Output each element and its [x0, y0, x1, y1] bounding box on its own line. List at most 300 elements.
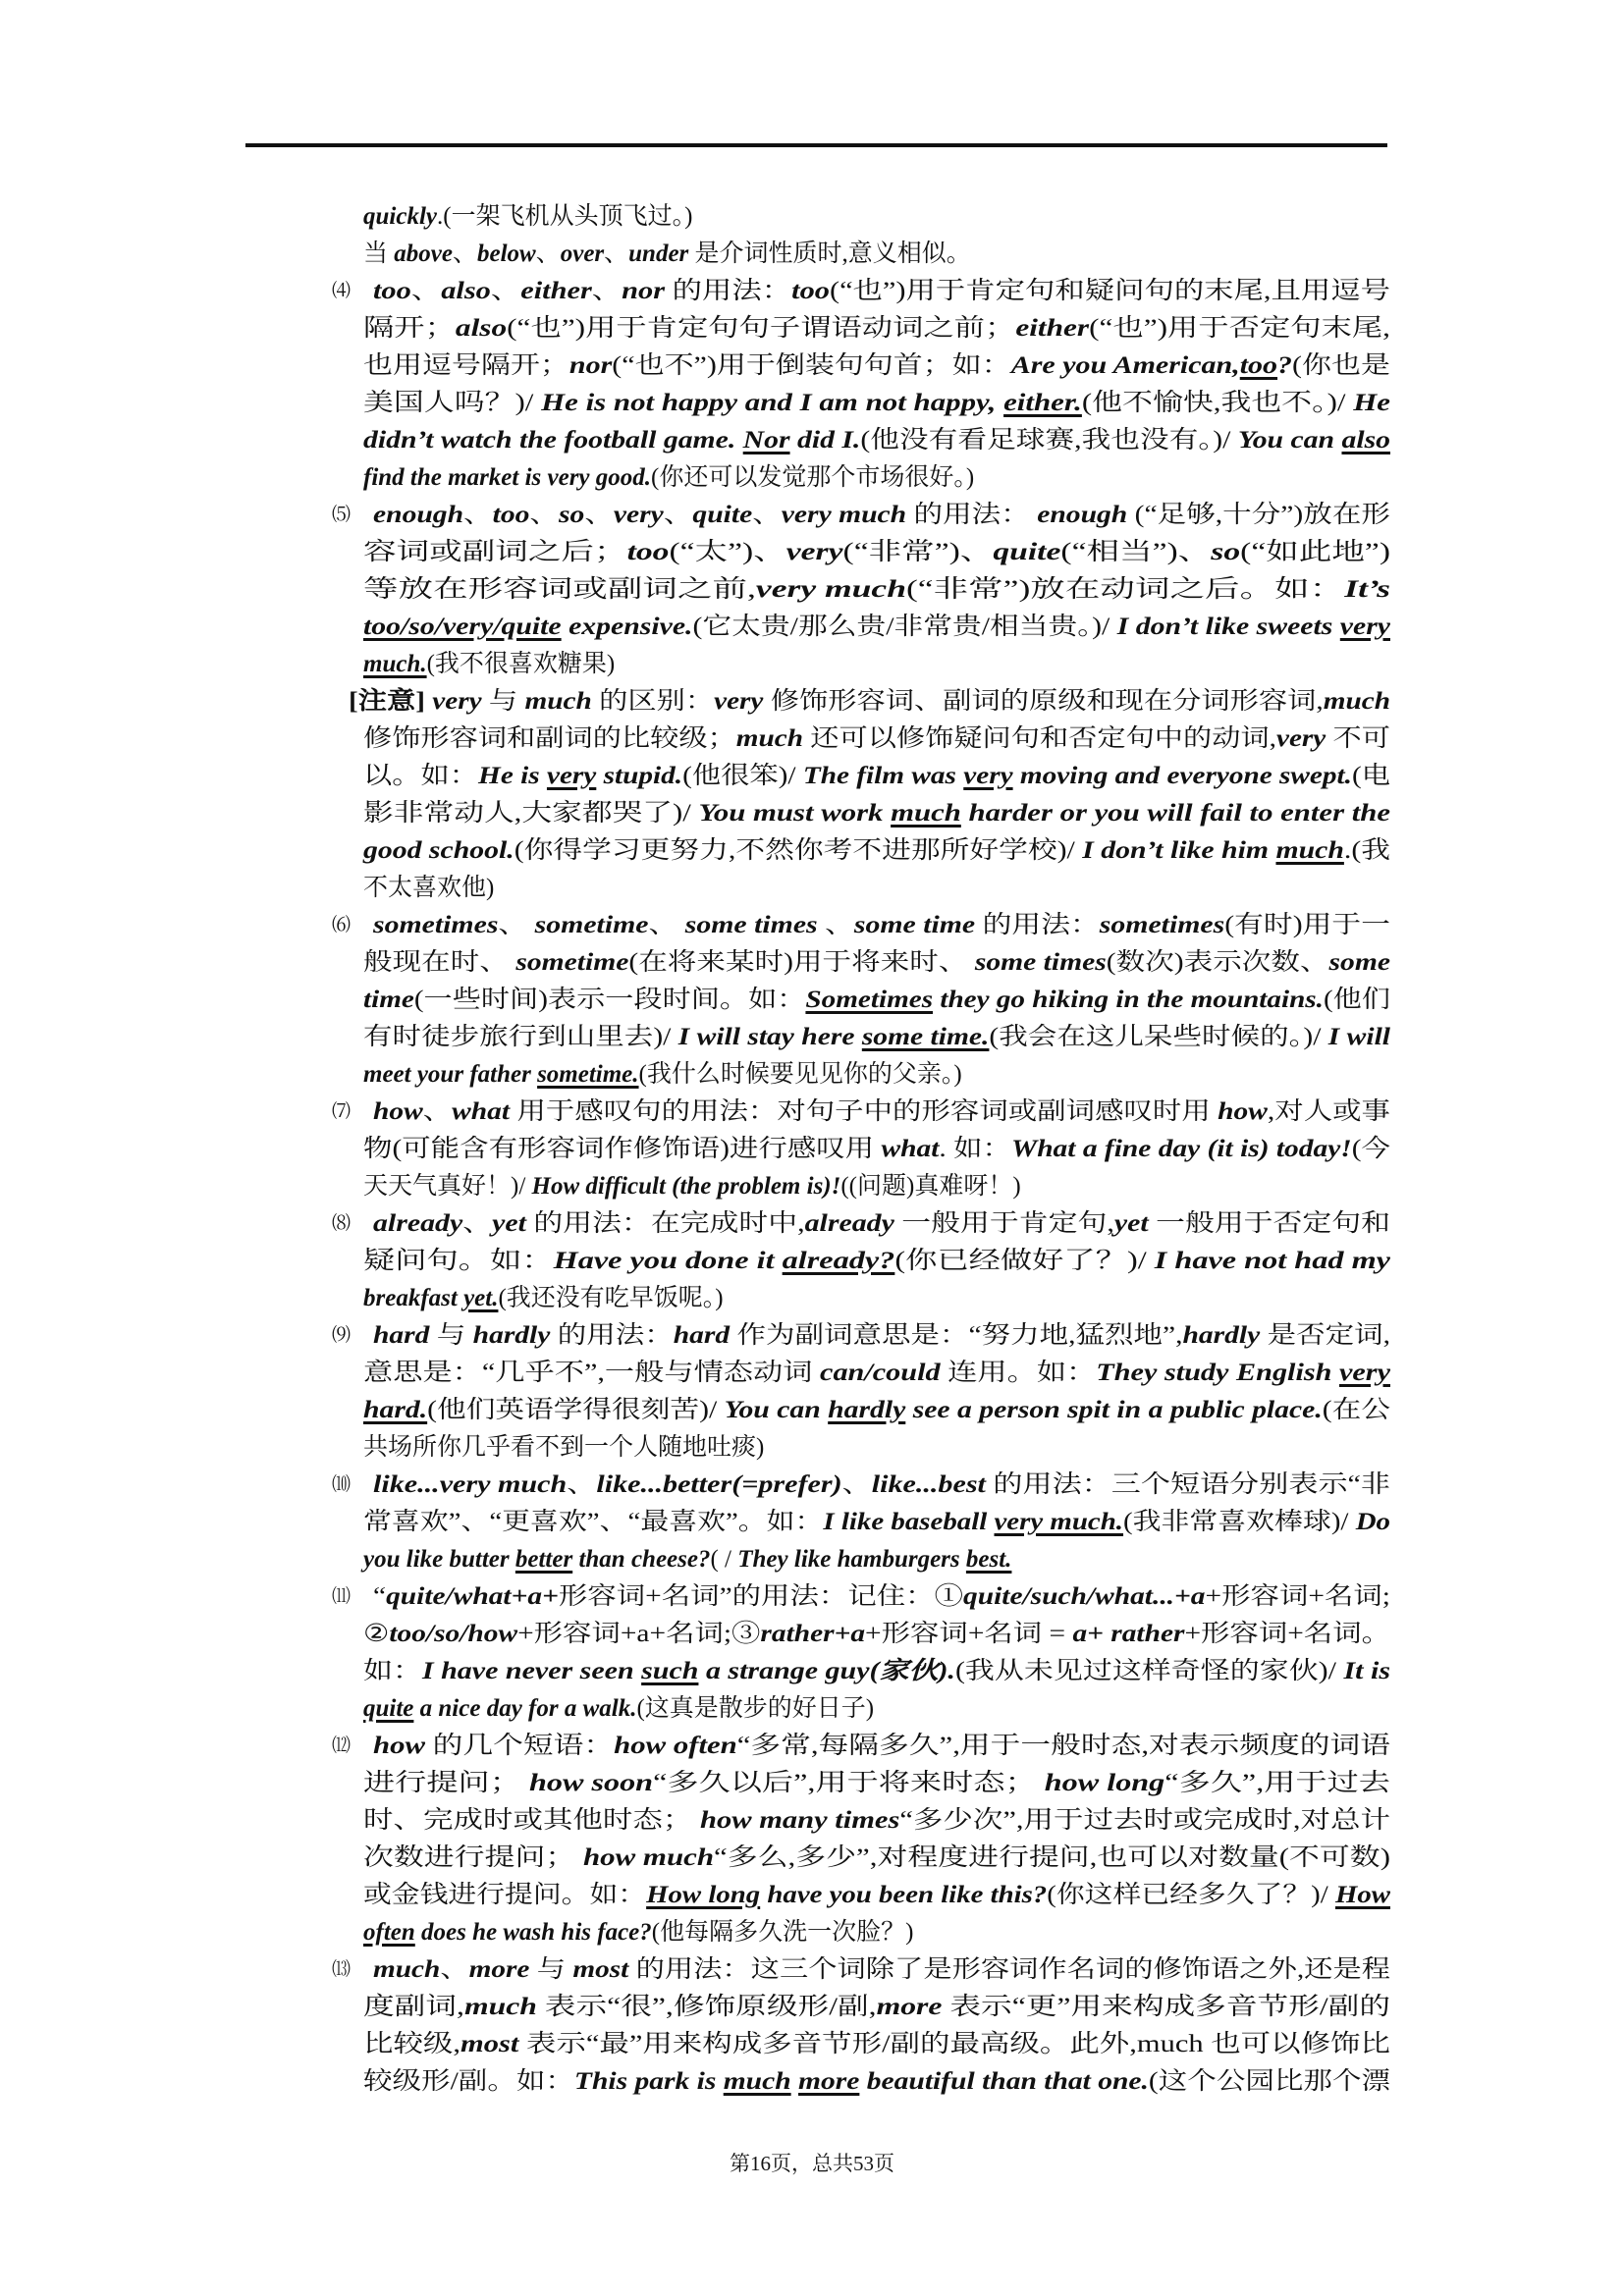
text-segment: 、 — [663, 502, 693, 528]
text-line — [363, 1840, 1390, 1877]
underlined-answer: better — [514, 1546, 573, 1573]
english-term: some times — [684, 912, 818, 938]
english-term: The film was — [802, 763, 964, 789]
english-term: I have never seen — [421, 1658, 642, 1684]
text-segment: . 如： — [939, 1136, 1012, 1162]
text-segment: [注意] — [349, 688, 425, 715]
text-segment: “多么,多少”,对程度进行提问,也可以对数量(不可数) — [714, 1844, 1390, 1871]
text-segment: 、 — [817, 912, 854, 938]
text-segment: 连用。如： — [940, 1360, 1097, 1386]
underlined-answer: yet. — [463, 1285, 499, 1311]
text-segment: 与 — [429, 1322, 473, 1349]
text-segment: 、 — [410, 278, 442, 304]
text-segment: 形容词+名词”的用法：记住：① — [558, 1583, 964, 1610]
text-segment: 与 — [481, 688, 525, 715]
text-line — [363, 1056, 1390, 1094]
text-segment: 的用法：三个短语分别表示“非 — [985, 1471, 1390, 1498]
item-number: ⑽ — [332, 1474, 352, 1495]
text-segment: 表示“更”用来构成多音节形/副的 — [942, 1994, 1390, 2020]
english-term: hard — [673, 1322, 731, 1349]
english-term: most — [572, 1956, 629, 1983]
text-segment: 一般用于否定句和 — [1148, 1210, 1390, 1237]
english-term: quickly — [363, 203, 437, 230]
english-term: You can — [1237, 427, 1342, 454]
text-segment: (“足够,十分”)放在形 — [1127, 502, 1390, 528]
text-line — [363, 1914, 1390, 1951]
english-term: too — [492, 502, 530, 528]
english-term: they go hiking in the mountains. — [933, 987, 1324, 1013]
item-number: ⑺ — [332, 1101, 352, 1122]
english-term: very — [785, 539, 843, 565]
text-line — [363, 236, 1390, 273]
english-term: hardly — [1182, 1322, 1261, 1349]
text-segment: (一些时间)表示一段时间。如： — [413, 987, 806, 1013]
english-term: Are you American, — [1010, 352, 1240, 379]
text-segment: 、 — [567, 1471, 597, 1498]
english-term: how — [373, 1733, 425, 1759]
english-term: already — [804, 1210, 894, 1237]
english-term: beautiful than that one. — [859, 2068, 1149, 2095]
english-term: like...very much — [373, 1471, 568, 1498]
text-segment: 、 — [452, 240, 477, 267]
item-number: ⑹ — [332, 915, 352, 935]
text-segment: 、 — [440, 1956, 469, 1983]
item-number: ⑻ — [332, 1213, 352, 1234]
text-line — [373, 1317, 1390, 1355]
english-term: sometimes — [373, 912, 499, 938]
text-segment: (“也不”)用于倒装句句首；如： — [612, 352, 1011, 379]
text-line — [363, 1131, 1390, 1168]
english-term: much — [463, 1994, 537, 2020]
text-line — [363, 721, 1390, 758]
text-line — [373, 907, 1390, 944]
text-line — [363, 571, 1390, 609]
english-term: what — [452, 1098, 511, 1125]
english-term: can/could — [820, 1360, 941, 1386]
text-segment: 进行提问； — [363, 1770, 529, 1796]
english-term: very — [1275, 725, 1326, 752]
text-segment: 、 — [648, 912, 685, 938]
text-segment: 的区别： — [591, 688, 715, 715]
text-line — [373, 1467, 1390, 1504]
text-line — [363, 795, 1390, 832]
english-term: how much — [582, 1844, 715, 1871]
text-line — [363, 1616, 1390, 1653]
english-term: quite/what+a+ — [386, 1583, 559, 1610]
text-line — [363, 870, 1390, 907]
underlined-answer: very — [1339, 614, 1390, 640]
text-segment: 的用法： — [665, 278, 792, 304]
english-term: above — [394, 240, 453, 267]
text-segment: 较级形/副。如： — [363, 2068, 574, 2095]
text-segment: (它太贵/那么贵/非常贵/相当贵。)/ — [692, 614, 1117, 640]
english-term: He is — [478, 763, 547, 789]
text-line — [373, 1728, 1390, 1765]
english-term: most — [460, 2031, 519, 2057]
english-term: ? — [1277, 352, 1293, 379]
english-term: find the market is very good. — [363, 464, 652, 491]
underlined-answer: sometime. — [537, 1061, 639, 1088]
english-term: You can — [724, 1397, 829, 1423]
english-term: more — [876, 1994, 943, 2020]
text-segment: (我什么时候要见见你的父亲。) — [638, 1061, 962, 1088]
text-line — [373, 1205, 1390, 1243]
underlined-answer: How long — [646, 1882, 761, 1908]
english-term: expensive. — [561, 614, 693, 640]
text-segment: 影非常动人,大家都哭了)/ — [363, 800, 699, 827]
english-term: enough — [373, 502, 464, 528]
text-line — [363, 1392, 1390, 1429]
header-rule — [245, 143, 1387, 147]
text-line — [373, 1951, 1390, 1989]
english-term: below — [476, 240, 536, 267]
text-segment: 表示“很”,修饰原级形/副, — [536, 1994, 877, 2020]
text-segment: 、 — [604, 240, 629, 267]
text-segment: +形容词+a+名词;③ — [517, 1621, 761, 1647]
english-term: like...better(=prefer) — [596, 1471, 842, 1498]
text-line — [363, 1653, 1390, 1690]
english-term: how — [373, 1098, 423, 1125]
english-term: sometime — [515, 949, 629, 976]
text-segment: 不可 — [1326, 725, 1390, 752]
english-term: some times — [974, 949, 1107, 976]
underlined-answer: already? — [782, 1248, 895, 1274]
english-term: much — [735, 725, 803, 752]
text-segment: “多常,每隔多久”,用于一般时态,对表示频度的词语 — [736, 1733, 1390, 1759]
text-segment: 当 — [363, 240, 395, 267]
english-term: already — [373, 1210, 463, 1237]
text-segment: 共场所你几乎看不到一个人随地吐痰) — [363, 1434, 765, 1461]
item-number: ⑼ — [332, 1325, 352, 1346]
underlined-answer: hardly — [828, 1397, 906, 1423]
english-term: stupid. — [596, 763, 683, 789]
text-segment: .(一架飞机从头顶飞过。) — [437, 203, 693, 230]
text-segment: (这个公园比那个漂 — [1148, 2068, 1390, 2095]
text-line — [363, 982, 1390, 1019]
text-segment: 的用法： — [975, 912, 1100, 938]
text-segment: (在公 — [1322, 1397, 1390, 1423]
underlined-answer: much — [891, 800, 961, 827]
english-term: too/so/how — [389, 1621, 518, 1647]
english-term: much — [524, 688, 592, 715]
english-term: does he wash his face? — [414, 1919, 652, 1946]
text-segment: 常喜欢”、“更喜欢”、“最喜欢”。如： — [363, 1509, 824, 1535]
english-term: You must work — [698, 800, 892, 827]
text-segment: “多久”,用于过去 — [1164, 1770, 1390, 1796]
english-term: see a person spit in a public place. — [905, 1397, 1323, 1423]
text-line — [363, 758, 1390, 795]
english-term: didn’t watch the football game. — [363, 427, 743, 454]
english-term: enough — [1037, 502, 1128, 528]
underlined-answer: much — [723, 2068, 791, 2095]
item-number: ⒀ — [332, 1959, 352, 1980]
english-term: much — [373, 1956, 441, 1983]
underlined-answer: Nor — [742, 427, 790, 454]
text-line — [363, 944, 1390, 982]
item-number: ⑾ — [332, 1586, 352, 1607]
text-line — [363, 1541, 1390, 1578]
text-segment: 、 — [463, 502, 493, 528]
english-term: too — [791, 278, 830, 304]
text-segment: 一般用于肯定句, — [893, 1210, 1114, 1237]
text-segment: 用于感叹句的用法：对句子中的形容词或副词感叹时用 — [510, 1098, 1218, 1125]
english-term: yet — [492, 1210, 526, 1237]
english-term: breakfast — [363, 1285, 464, 1311]
english-term: Do — [1355, 1509, 1390, 1535]
text-line — [363, 1802, 1390, 1840]
english-term: I have not had my — [1154, 1248, 1390, 1274]
underlined-answer: best. — [965, 1546, 1012, 1573]
english-term: I don’t like sweets — [1116, 614, 1340, 640]
text-segment: 、 — [462, 1210, 493, 1237]
english-term: good school. — [363, 837, 514, 864]
english-term: nor — [622, 278, 666, 304]
text-line — [363, 1168, 1390, 1205]
text-segment: .(我 — [1343, 837, 1390, 864]
text-line — [363, 1243, 1390, 1280]
text-line — [363, 385, 1390, 422]
english-term: I will — [1327, 1024, 1390, 1050]
text-segment: (他们英语学得很刻苦)/ — [427, 1397, 725, 1423]
text-line — [363, 1280, 1390, 1317]
text-segment: (他很笨)/ — [682, 763, 803, 789]
text-line — [363, 1989, 1390, 2026]
english-term: He is not happy and I am not happy, — [541, 390, 1004, 416]
english-term: Have you done it — [553, 1248, 783, 1274]
text-segment: 不太喜欢他) — [363, 875, 495, 901]
text-line — [363, 1019, 1390, 1056]
english-term: also — [455, 315, 508, 342]
text-segment: “多少次”,用于过去时或完成时,对总计 — [899, 1807, 1390, 1834]
underlined-answer: such — [641, 1658, 699, 1684]
english-term: rather+a — [760, 1621, 866, 1647]
text-segment: 、 — [498, 912, 535, 938]
text-segment: (在将来某时)用于将来时、 — [628, 949, 975, 976]
underlined-answer: very — [546, 763, 597, 789]
english-term: very — [613, 502, 664, 528]
text-segment: 物(可能含有形容词作修饰语)进行感叹用 — [363, 1136, 882, 1162]
text-segment: 的用法： — [906, 502, 1038, 528]
text-segment: (你得学习更努力,不然你考不进那所好学校)/ — [514, 837, 1083, 864]
underlined-answer: quite — [363, 1695, 414, 1722]
text-segment: 时、完成时或其他时态； — [363, 1807, 701, 1834]
text-segment: (这真是散步的好日子) — [636, 1695, 875, 1722]
text-segment: “多久以后”,用于将来时态； — [653, 1770, 1045, 1796]
item-number: ⑷ — [332, 281, 352, 301]
english-term: much — [1323, 688, 1390, 715]
english-term: nor — [568, 352, 613, 379]
text-line — [363, 1504, 1390, 1541]
english-term: harder or you will fail to enter the — [960, 800, 1390, 827]
text-line — [363, 1877, 1390, 1914]
text-segment: 的用法：这三个词除了是形容词作名词的修饰语之外,还是程 — [628, 1956, 1390, 1983]
text-line — [363, 1429, 1390, 1467]
text-segment: 、 — [422, 1098, 453, 1125]
text-segment: +形容词+名词; — [1205, 1583, 1390, 1610]
text-line — [363, 1765, 1390, 1802]
page-footer: 第16页，总共53页 — [730, 2152, 894, 2175]
text-segment: (我从未见过这样奇怪的家伙)/ — [954, 1658, 1344, 1684]
underlined-answer: too — [1239, 352, 1278, 379]
text-line — [373, 1578, 1390, 1616]
text-segment: 等放在形容词或副词之前, — [363, 576, 756, 603]
text-line — [363, 534, 1390, 571]
underlined-answer: much. — [363, 651, 427, 677]
text-segment: (“如此地”) — [1240, 539, 1390, 565]
text-segment: (“非常”)、 — [842, 539, 994, 565]
text-segment: 、 — [591, 278, 623, 304]
text-segment: 修饰形容词和副词的比较级； — [363, 725, 736, 752]
text-segment: (我不很喜欢糖果) — [426, 651, 616, 677]
english-term: What a fine day (it is) today! — [1011, 1136, 1352, 1162]
english-term: They study English — [1096, 1360, 1339, 1386]
text-segment: 或金钱进行提问。如： — [363, 1882, 647, 1908]
english-term: a strange guy(家伙). — [698, 1658, 955, 1684]
text-line — [363, 422, 1390, 459]
text-segment: ,对人或事 — [1267, 1098, 1390, 1125]
text-segment: 的用法：在完成时中, — [525, 1210, 805, 1237]
english-term: time — [363, 987, 414, 1013]
text-segment: (“也”)用于肯定句句子谓语动词之前； — [507, 315, 1016, 342]
text-segment: (我非常喜欢棒球)/ — [1123, 1509, 1356, 1535]
text-segment: 的用法： — [550, 1322, 674, 1349]
text-segment: (你还可以发觉那个市场很好。) — [651, 464, 975, 491]
english-term: too — [626, 539, 670, 565]
underlined-answer: very — [1338, 1360, 1390, 1386]
text-segment: ( / — [710, 1546, 738, 1573]
text-segment: 还可以修饰疑问句和否定句中的动词, — [802, 725, 1276, 752]
text-segment: (他没有看足球赛,我也没有。)/ — [860, 427, 1238, 454]
text-segment: 表示“最”用来构成多音节形/副的最高级。此外,much 也可以修饰比 — [518, 2031, 1390, 2057]
text-line — [363, 310, 1390, 347]
text-segment: 、 — [535, 240, 561, 267]
english-term: also — [441, 278, 491, 304]
text-segment: 美国人吗？)/ — [363, 390, 542, 416]
english-term: some time — [853, 912, 976, 938]
text-line — [363, 646, 1390, 683]
text-segment: (他们 — [1323, 987, 1390, 1013]
english-term: some — [1328, 949, 1390, 976]
text-segment: 修饰形容词、副词的原级和现在分词形容词, — [763, 688, 1324, 715]
text-segment: (有时)用于一 — [1224, 912, 1390, 938]
text-segment: 、 — [752, 502, 782, 528]
text-segment: 次数进行提问； — [363, 1844, 583, 1871]
english-term: either — [1015, 315, 1090, 342]
text-segment: (你也是 — [1292, 352, 1390, 379]
text-line — [363, 1690, 1390, 1728]
english-term — [791, 2068, 798, 2095]
item-number: ⑸ — [332, 505, 352, 525]
english-term: so — [1211, 539, 1241, 565]
text-line — [363, 2063, 1390, 2101]
english-term: How difficult (the problem is)! — [531, 1173, 841, 1200]
text-segment: +形容词+名词。 — [1184, 1621, 1390, 1647]
note-line — [349, 683, 1390, 721]
english-term: very much — [781, 502, 907, 528]
text-segment: (你已经做好了？)/ — [894, 1248, 1155, 1274]
english-term: than cheese? — [572, 1546, 711, 1573]
text-segment: (电 — [1351, 763, 1390, 789]
english-term: They like hamburgers — [737, 1546, 966, 1573]
english-term: I will stay here — [677, 1024, 862, 1050]
underlined-answer: much — [1275, 837, 1344, 864]
english-term: too — [373, 278, 411, 304]
text-segment: (“太”)、 — [669, 539, 786, 565]
underlined-answer: also — [1341, 427, 1390, 454]
text-segment: (你这样已经多久了？)/ — [1047, 1882, 1335, 1908]
text-segment: (我会在这儿呆些时候的。)/ — [989, 1024, 1328, 1050]
text-segment: 与 — [529, 1956, 573, 1983]
underlined-answer: Sometimes — [805, 987, 934, 1013]
english-term: I like baseball — [823, 1509, 995, 1535]
english-term: so — [559, 502, 585, 528]
text-segment: 、 — [529, 502, 560, 528]
text-segment — [425, 688, 432, 715]
text-segment: (他不愉快,我也不。)/ — [1081, 390, 1354, 416]
english-term: either — [520, 278, 592, 304]
text-line — [363, 198, 1390, 236]
text-segment: 、 — [490, 278, 521, 304]
english-term: very — [432, 688, 482, 715]
english-term: moving and everyone swept. — [1012, 763, 1352, 789]
text-segment: ② — [363, 1621, 390, 1647]
underlined-answer: more — [798, 2068, 860, 2095]
text-segment: (“非常”)放在动词之后。如： — [905, 576, 1345, 603]
text-segment: (我还没有吃早饭呢。) — [498, 1285, 724, 1311]
text-segment: (他每隔多久洗一次脸？) — [651, 1919, 914, 1946]
english-term: yet — [1113, 1210, 1149, 1237]
english-term: This park is — [573, 2068, 724, 2095]
text-line — [373, 497, 1390, 534]
underlined-answer: How — [1334, 1882, 1390, 1908]
english-term: under — [628, 240, 689, 267]
english-term: what — [881, 1136, 940, 1162]
english-term: quite — [993, 539, 1061, 565]
text-line — [363, 459, 1390, 497]
text-segment: (今 — [1351, 1136, 1390, 1162]
english-term: more — [468, 1956, 530, 1983]
underlined-answer: some time. — [861, 1024, 990, 1050]
english-term: how many times — [700, 1807, 900, 1834]
english-term: like...best — [871, 1471, 986, 1498]
text-segment: 、 — [841, 1471, 872, 1498]
text-segment: 天天气真好！)/ — [363, 1173, 532, 1200]
text-segment: 的几个短语： — [424, 1733, 615, 1759]
text-line — [363, 832, 1390, 870]
text-segment: 是介词性质时,意义相似。 — [688, 240, 971, 267]
text-segment: (“相当”)、 — [1060, 539, 1212, 565]
text-segment: 隔开； — [363, 315, 456, 342]
english-term: very — [714, 688, 764, 715]
english-term: quite/such/what...+a — [963, 1583, 1206, 1610]
text-line — [363, 1355, 1390, 1392]
text-segment: (“也”)用于肯定句和疑问句的末尾,且用逗号 — [829, 278, 1390, 304]
text-segment: 度副词, — [363, 1994, 464, 2020]
english-term: quite — [692, 502, 753, 528]
text-segment: 以。如： — [363, 763, 479, 789]
english-term: sometimes — [1099, 912, 1225, 938]
english-term: hard — [373, 1322, 430, 1349]
text-line — [363, 2026, 1390, 2063]
english-term: how often — [614, 1733, 737, 1759]
english-term: you like butter — [363, 1546, 515, 1573]
underlined-answer: hard. — [363, 1397, 428, 1423]
text-segment: 意思是：“几乎不”,一般与情态动词 — [363, 1360, 821, 1386]
english-term: He — [1353, 390, 1390, 416]
text-line — [373, 273, 1390, 310]
text-segment: (“也”)用于否定句末尾, — [1089, 315, 1390, 342]
text-segment: 般现在时、 — [363, 949, 516, 976]
